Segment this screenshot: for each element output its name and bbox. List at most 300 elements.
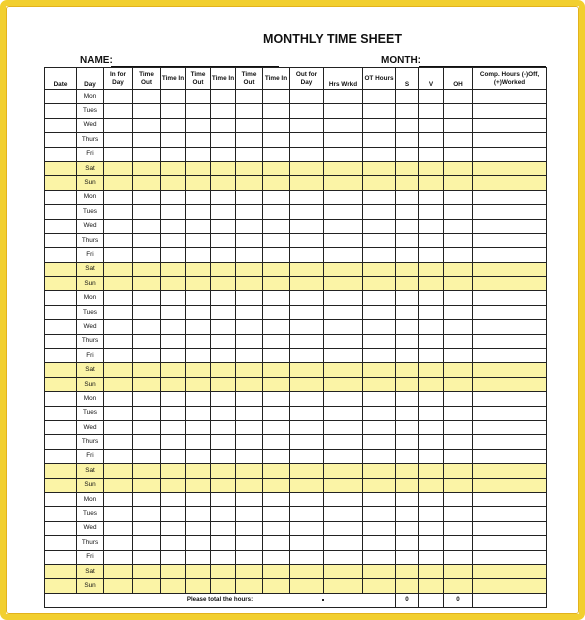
out-for-day-cell[interactable]	[290, 464, 324, 478]
ot-hours-cell[interactable]	[363, 176, 396, 190]
in-for-day-cell[interactable]	[104, 579, 133, 593]
time-out-2-cell[interactable]	[186, 492, 211, 506]
time-out-2-cell[interactable]	[186, 507, 211, 521]
time-in-1-cell[interactable]	[161, 133, 186, 147]
hrs-wrkd-cell[interactable]	[324, 334, 363, 348]
hrs-wrkd-cell[interactable]	[324, 262, 363, 276]
oh-cell[interactable]	[444, 464, 473, 478]
oh-cell[interactable]	[444, 392, 473, 406]
time-out-1-cell[interactable]	[133, 118, 161, 132]
in-for-day-cell[interactable]	[104, 420, 133, 434]
hrs-wrkd-cell[interactable]	[324, 363, 363, 377]
time-in-1-cell[interactable]	[161, 377, 186, 391]
oh-cell[interactable]	[444, 564, 473, 578]
date-cell[interactable]	[45, 579, 77, 593]
v-cell[interactable]	[419, 190, 444, 204]
v-cell[interactable]	[419, 550, 444, 564]
out-for-day-cell[interactable]	[290, 492, 324, 506]
time-in-1-cell[interactable]	[161, 219, 186, 233]
time-in-3-cell[interactable]	[263, 205, 290, 219]
hrs-wrkd-cell[interactable]	[324, 233, 363, 247]
in-for-day-cell[interactable]	[104, 161, 133, 175]
time-in-2-cell[interactable]	[211, 550, 236, 564]
time-out-2-cell[interactable]	[186, 219, 211, 233]
oh-cell[interactable]	[444, 507, 473, 521]
s-cell[interactable]	[396, 464, 419, 478]
comp-hours-cell[interactable]	[473, 579, 547, 593]
in-for-day-cell[interactable]	[104, 349, 133, 363]
v-cell[interactable]	[419, 435, 444, 449]
time-out-1-cell[interactable]	[133, 464, 161, 478]
comp-hours-cell[interactable]	[473, 420, 547, 434]
time-out-1-cell[interactable]	[133, 377, 161, 391]
time-in-1-cell[interactable]	[161, 435, 186, 449]
in-for-day-cell[interactable]	[104, 190, 133, 204]
comp-hours-cell[interactable]	[473, 262, 547, 276]
in-for-day-cell[interactable]	[104, 464, 133, 478]
s-cell[interactable]	[396, 435, 419, 449]
time-in-2-cell[interactable]	[211, 305, 236, 319]
time-in-1-cell[interactable]	[161, 507, 186, 521]
s-cell[interactable]	[396, 420, 419, 434]
time-out-3-cell[interactable]	[236, 277, 263, 291]
out-for-day-cell[interactable]	[290, 161, 324, 175]
hrs-wrkd-cell[interactable]	[324, 449, 363, 463]
ot-hours-cell[interactable]	[363, 363, 396, 377]
oh-cell[interactable]	[444, 320, 473, 334]
time-in-1-cell[interactable]	[161, 320, 186, 334]
time-out-3-cell[interactable]	[236, 334, 263, 348]
time-in-3-cell[interactable]	[263, 334, 290, 348]
ot-hours-cell[interactable]	[363, 320, 396, 334]
out-for-day-cell[interactable]	[290, 291, 324, 305]
time-in-2-cell[interactable]	[211, 233, 236, 247]
time-out-3-cell[interactable]	[236, 90, 263, 104]
s-cell[interactable]	[396, 349, 419, 363]
time-in-1-cell[interactable]	[161, 521, 186, 535]
comp-hours-cell[interactable]	[473, 233, 547, 247]
v-cell[interactable]	[419, 579, 444, 593]
time-out-2-cell[interactable]	[186, 550, 211, 564]
date-cell[interactable]	[45, 435, 77, 449]
time-in-2-cell[interactable]	[211, 478, 236, 492]
ot-hours-cell[interactable]	[363, 420, 396, 434]
time-out-3-cell[interactable]	[236, 161, 263, 175]
in-for-day-cell[interactable]	[104, 176, 133, 190]
time-in-3-cell[interactable]	[263, 536, 290, 550]
time-out-3-cell[interactable]	[236, 349, 263, 363]
oh-cell[interactable]	[444, 291, 473, 305]
ot-hours-cell[interactable]	[363, 305, 396, 319]
out-for-day-cell[interactable]	[290, 176, 324, 190]
time-in-2-cell[interactable]	[211, 248, 236, 262]
s-cell[interactable]	[396, 205, 419, 219]
date-cell[interactable]	[45, 392, 77, 406]
ot-hours-cell[interactable]	[363, 478, 396, 492]
hrs-wrkd-cell[interactable]	[324, 147, 363, 161]
ot-hours-cell[interactable]	[363, 90, 396, 104]
time-out-2-cell[interactable]	[186, 392, 211, 406]
time-in-2-cell[interactable]	[211, 492, 236, 506]
in-for-day-cell[interactable]	[104, 133, 133, 147]
date-cell[interactable]	[45, 420, 77, 434]
time-in-3-cell[interactable]	[263, 435, 290, 449]
time-out-1-cell[interactable]	[133, 435, 161, 449]
time-out-2-cell[interactable]	[186, 420, 211, 434]
s-cell[interactable]	[396, 233, 419, 247]
out-for-day-cell[interactable]	[290, 248, 324, 262]
out-for-day-cell[interactable]	[290, 406, 324, 420]
time-in-1-cell[interactable]	[161, 161, 186, 175]
oh-cell[interactable]	[444, 161, 473, 175]
out-for-day-cell[interactable]	[290, 233, 324, 247]
time-in-2-cell[interactable]	[211, 363, 236, 377]
out-for-day-cell[interactable]	[290, 219, 324, 233]
in-for-day-cell[interactable]	[104, 104, 133, 118]
time-in-2-cell[interactable]	[211, 262, 236, 276]
time-in-3-cell[interactable]	[263, 420, 290, 434]
time-in-2-cell[interactable]	[211, 464, 236, 478]
time-in-2-cell[interactable]	[211, 190, 236, 204]
time-out-2-cell[interactable]	[186, 133, 211, 147]
time-out-2-cell[interactable]	[186, 536, 211, 550]
oh-cell[interactable]	[444, 133, 473, 147]
time-out-2-cell[interactable]	[186, 161, 211, 175]
time-out-2-cell[interactable]	[186, 248, 211, 262]
time-out-1-cell[interactable]	[133, 90, 161, 104]
ot-hours-cell[interactable]	[363, 536, 396, 550]
v-cell[interactable]	[419, 377, 444, 391]
comp-hours-cell[interactable]	[473, 349, 547, 363]
v-cell[interactable]	[419, 536, 444, 550]
oh-cell[interactable]	[444, 550, 473, 564]
time-in-3-cell[interactable]	[263, 161, 290, 175]
v-cell[interactable]	[419, 507, 444, 521]
time-out-3-cell[interactable]	[236, 492, 263, 506]
time-in-3-cell[interactable]	[263, 478, 290, 492]
in-for-day-cell[interactable]	[104, 233, 133, 247]
v-cell[interactable]	[419, 161, 444, 175]
hrs-wrkd-cell[interactable]	[324, 320, 363, 334]
time-out-3-cell[interactable]	[236, 392, 263, 406]
v-cell[interactable]	[419, 492, 444, 506]
comp-hours-cell[interactable]	[473, 118, 547, 132]
s-cell[interactable]	[396, 492, 419, 506]
ot-hours-cell[interactable]	[363, 507, 396, 521]
s-cell[interactable]	[396, 550, 419, 564]
v-cell[interactable]	[419, 305, 444, 319]
time-in-1-cell[interactable]	[161, 420, 186, 434]
s-cell[interactable]	[396, 406, 419, 420]
comp-hours-cell[interactable]	[473, 277, 547, 291]
in-for-day-cell[interactable]	[104, 90, 133, 104]
time-out-1-cell[interactable]	[133, 536, 161, 550]
time-out-3-cell[interactable]	[236, 377, 263, 391]
time-in-2-cell[interactable]	[211, 176, 236, 190]
ot-hours-cell[interactable]	[363, 248, 396, 262]
time-out-2-cell[interactable]	[186, 564, 211, 578]
ot-hours-cell[interactable]	[363, 118, 396, 132]
hrs-wrkd-cell[interactable]	[324, 161, 363, 175]
out-for-day-cell[interactable]	[290, 320, 324, 334]
hrs-wrkd-cell[interactable]	[324, 90, 363, 104]
time-in-1-cell[interactable]	[161, 478, 186, 492]
comp-hours-cell[interactable]	[473, 536, 547, 550]
time-out-1-cell[interactable]	[133, 492, 161, 506]
in-for-day-cell[interactable]	[104, 377, 133, 391]
v-cell[interactable]	[419, 90, 444, 104]
time-out-3-cell[interactable]	[236, 104, 263, 118]
time-in-3-cell[interactable]	[263, 320, 290, 334]
hrs-wrkd-cell[interactable]	[324, 176, 363, 190]
time-out-2-cell[interactable]	[186, 262, 211, 276]
date-cell[interactable]	[45, 190, 77, 204]
v-cell[interactable]	[419, 233, 444, 247]
v-cell[interactable]	[419, 464, 444, 478]
time-out-2-cell[interactable]	[186, 205, 211, 219]
time-in-1-cell[interactable]	[161, 464, 186, 478]
time-in-1-cell[interactable]	[161, 291, 186, 305]
time-out-2-cell[interactable]	[186, 233, 211, 247]
oh-cell[interactable]	[444, 262, 473, 276]
in-for-day-cell[interactable]	[104, 147, 133, 161]
time-out-2-cell[interactable]	[186, 435, 211, 449]
oh-cell[interactable]	[444, 478, 473, 492]
time-in-2-cell[interactable]	[211, 507, 236, 521]
comp-hours-cell[interactable]	[473, 363, 547, 377]
date-cell[interactable]	[45, 133, 77, 147]
time-in-2-cell[interactable]	[211, 435, 236, 449]
time-out-2-cell[interactable]	[186, 90, 211, 104]
hrs-wrkd-cell[interactable]	[324, 521, 363, 535]
hrs-wrkd-cell[interactable]	[324, 392, 363, 406]
out-for-day-cell[interactable]	[290, 190, 324, 204]
date-cell[interactable]	[45, 464, 77, 478]
date-cell[interactable]	[45, 406, 77, 420]
oh-cell[interactable]	[444, 205, 473, 219]
out-for-day-cell[interactable]	[290, 392, 324, 406]
v-cell[interactable]	[419, 248, 444, 262]
time-out-2-cell[interactable]	[186, 118, 211, 132]
time-out-3-cell[interactable]	[236, 219, 263, 233]
time-out-1-cell[interactable]	[133, 392, 161, 406]
out-for-day-cell[interactable]	[290, 118, 324, 132]
time-out-1-cell[interactable]	[133, 334, 161, 348]
time-out-3-cell[interactable]	[236, 147, 263, 161]
oh-cell[interactable]	[444, 536, 473, 550]
date-cell[interactable]	[45, 521, 77, 535]
time-in-3-cell[interactable]	[263, 262, 290, 276]
out-for-day-cell[interactable]	[290, 305, 324, 319]
comp-hours-cell[interactable]	[473, 521, 547, 535]
time-in-2-cell[interactable]	[211, 406, 236, 420]
time-in-3-cell[interactable]	[263, 104, 290, 118]
time-in-3-cell[interactable]	[263, 305, 290, 319]
s-cell[interactable]	[396, 147, 419, 161]
hrs-wrkd-cell[interactable]	[324, 579, 363, 593]
v-cell[interactable]	[419, 104, 444, 118]
oh-cell[interactable]	[444, 118, 473, 132]
comp-hours-cell[interactable]	[473, 219, 547, 233]
out-for-day-cell[interactable]	[290, 90, 324, 104]
in-for-day-cell[interactable]	[104, 392, 133, 406]
time-in-2-cell[interactable]	[211, 133, 236, 147]
time-in-1-cell[interactable]	[161, 176, 186, 190]
s-cell[interactable]	[396, 90, 419, 104]
comp-hours-cell[interactable]	[473, 104, 547, 118]
time-in-3-cell[interactable]	[263, 392, 290, 406]
out-for-day-cell[interactable]	[290, 507, 324, 521]
time-out-3-cell[interactable]	[236, 435, 263, 449]
v-cell[interactable]	[419, 392, 444, 406]
oh-cell[interactable]	[444, 435, 473, 449]
time-out-1-cell[interactable]	[133, 521, 161, 535]
time-in-1-cell[interactable]	[161, 205, 186, 219]
comp-hours-cell[interactable]	[473, 406, 547, 420]
ot-hours-cell[interactable]	[363, 147, 396, 161]
hrs-wrkd-cell[interactable]	[324, 377, 363, 391]
time-in-1-cell[interactable]	[161, 90, 186, 104]
v-cell[interactable]	[419, 420, 444, 434]
time-out-1-cell[interactable]	[133, 248, 161, 262]
v-cell[interactable]	[419, 133, 444, 147]
time-out-2-cell[interactable]	[186, 291, 211, 305]
time-out-1-cell[interactable]	[133, 550, 161, 564]
in-for-day-cell[interactable]	[104, 118, 133, 132]
time-out-3-cell[interactable]	[236, 176, 263, 190]
comp-hours-cell[interactable]	[473, 492, 547, 506]
time-in-2-cell[interactable]	[211, 291, 236, 305]
s-cell[interactable]	[396, 262, 419, 276]
time-out-3-cell[interactable]	[236, 305, 263, 319]
in-for-day-cell[interactable]	[104, 248, 133, 262]
s-cell[interactable]	[396, 363, 419, 377]
time-out-1-cell[interactable]	[133, 349, 161, 363]
time-out-2-cell[interactable]	[186, 464, 211, 478]
time-in-3-cell[interactable]	[263, 291, 290, 305]
hrs-wrkd-cell[interactable]	[324, 564, 363, 578]
time-in-3-cell[interactable]	[263, 521, 290, 535]
v-cell[interactable]	[419, 320, 444, 334]
time-in-2-cell[interactable]	[211, 320, 236, 334]
s-cell[interactable]	[396, 392, 419, 406]
time-out-3-cell[interactable]	[236, 464, 263, 478]
in-for-day-cell[interactable]	[104, 262, 133, 276]
hrs-wrkd-cell[interactable]	[324, 133, 363, 147]
time-out-1-cell[interactable]	[133, 233, 161, 247]
in-for-day-cell[interactable]	[104, 507, 133, 521]
comp-hours-cell[interactable]	[473, 464, 547, 478]
date-cell[interactable]	[45, 205, 77, 219]
ot-hours-cell[interactable]	[363, 233, 396, 247]
oh-cell[interactable]	[444, 406, 473, 420]
time-out-1-cell[interactable]	[133, 507, 161, 521]
in-for-day-cell[interactable]	[104, 492, 133, 506]
in-for-day-cell[interactable]	[104, 449, 133, 463]
time-out-3-cell[interactable]	[236, 233, 263, 247]
time-in-1-cell[interactable]	[161, 262, 186, 276]
oh-cell[interactable]	[444, 579, 473, 593]
date-cell[interactable]	[45, 161, 77, 175]
hrs-wrkd-cell[interactable]	[324, 248, 363, 262]
ot-hours-cell[interactable]	[363, 392, 396, 406]
time-in-2-cell[interactable]	[211, 564, 236, 578]
time-out-3-cell[interactable]	[236, 118, 263, 132]
time-out-1-cell[interactable]	[133, 478, 161, 492]
time-in-3-cell[interactable]	[263, 363, 290, 377]
out-for-day-cell[interactable]	[290, 478, 324, 492]
time-out-1-cell[interactable]	[133, 262, 161, 276]
in-for-day-cell[interactable]	[104, 564, 133, 578]
in-for-day-cell[interactable]	[104, 205, 133, 219]
time-out-3-cell[interactable]	[236, 579, 263, 593]
s-cell[interactable]	[396, 161, 419, 175]
hrs-wrkd-cell[interactable]	[324, 435, 363, 449]
in-for-day-cell[interactable]	[104, 334, 133, 348]
out-for-day-cell[interactable]	[290, 521, 324, 535]
date-cell[interactable]	[45, 320, 77, 334]
time-in-1-cell[interactable]	[161, 579, 186, 593]
time-in-1-cell[interactable]	[161, 334, 186, 348]
hrs-wrkd-cell[interactable]	[324, 190, 363, 204]
s-cell[interactable]	[396, 564, 419, 578]
time-out-1-cell[interactable]	[133, 449, 161, 463]
total-s-cell[interactable]: 0	[396, 593, 419, 607]
comp-hours-cell[interactable]	[473, 478, 547, 492]
in-for-day-cell[interactable]	[104, 320, 133, 334]
time-in-3-cell[interactable]	[263, 564, 290, 578]
v-cell[interactable]	[419, 291, 444, 305]
v-cell[interactable]	[419, 277, 444, 291]
total-v-cell[interactable]	[419, 593, 444, 607]
time-in-2-cell[interactable]	[211, 377, 236, 391]
in-for-day-cell[interactable]	[104, 435, 133, 449]
hrs-wrkd-cell[interactable]	[324, 478, 363, 492]
out-for-day-cell[interactable]	[290, 349, 324, 363]
time-in-1-cell[interactable]	[161, 147, 186, 161]
date-cell[interactable]	[45, 118, 77, 132]
s-cell[interactable]	[396, 377, 419, 391]
date-cell[interactable]	[45, 507, 77, 521]
time-out-1-cell[interactable]	[133, 579, 161, 593]
time-out-2-cell[interactable]	[186, 320, 211, 334]
time-out-2-cell[interactable]	[186, 305, 211, 319]
s-cell[interactable]	[396, 449, 419, 463]
comp-hours-cell[interactable]	[473, 248, 547, 262]
ot-hours-cell[interactable]	[363, 190, 396, 204]
time-out-1-cell[interactable]	[133, 291, 161, 305]
time-out-1-cell[interactable]	[133, 420, 161, 434]
time-out-3-cell[interactable]	[236, 536, 263, 550]
comp-hours-cell[interactable]	[473, 334, 547, 348]
oh-cell[interactable]	[444, 492, 473, 506]
out-for-day-cell[interactable]	[290, 536, 324, 550]
time-out-1-cell[interactable]	[133, 564, 161, 578]
s-cell[interactable]	[396, 190, 419, 204]
time-in-3-cell[interactable]	[263, 133, 290, 147]
oh-cell[interactable]	[444, 363, 473, 377]
time-in-2-cell[interactable]	[211, 536, 236, 550]
s-cell[interactable]	[396, 176, 419, 190]
date-cell[interactable]	[45, 291, 77, 305]
time-out-3-cell[interactable]	[236, 262, 263, 276]
time-out-1-cell[interactable]	[133, 320, 161, 334]
time-out-3-cell[interactable]	[236, 550, 263, 564]
date-cell[interactable]	[45, 536, 77, 550]
time-out-3-cell[interactable]	[236, 320, 263, 334]
ot-hours-cell[interactable]	[363, 219, 396, 233]
time-out-1-cell[interactable]	[133, 277, 161, 291]
